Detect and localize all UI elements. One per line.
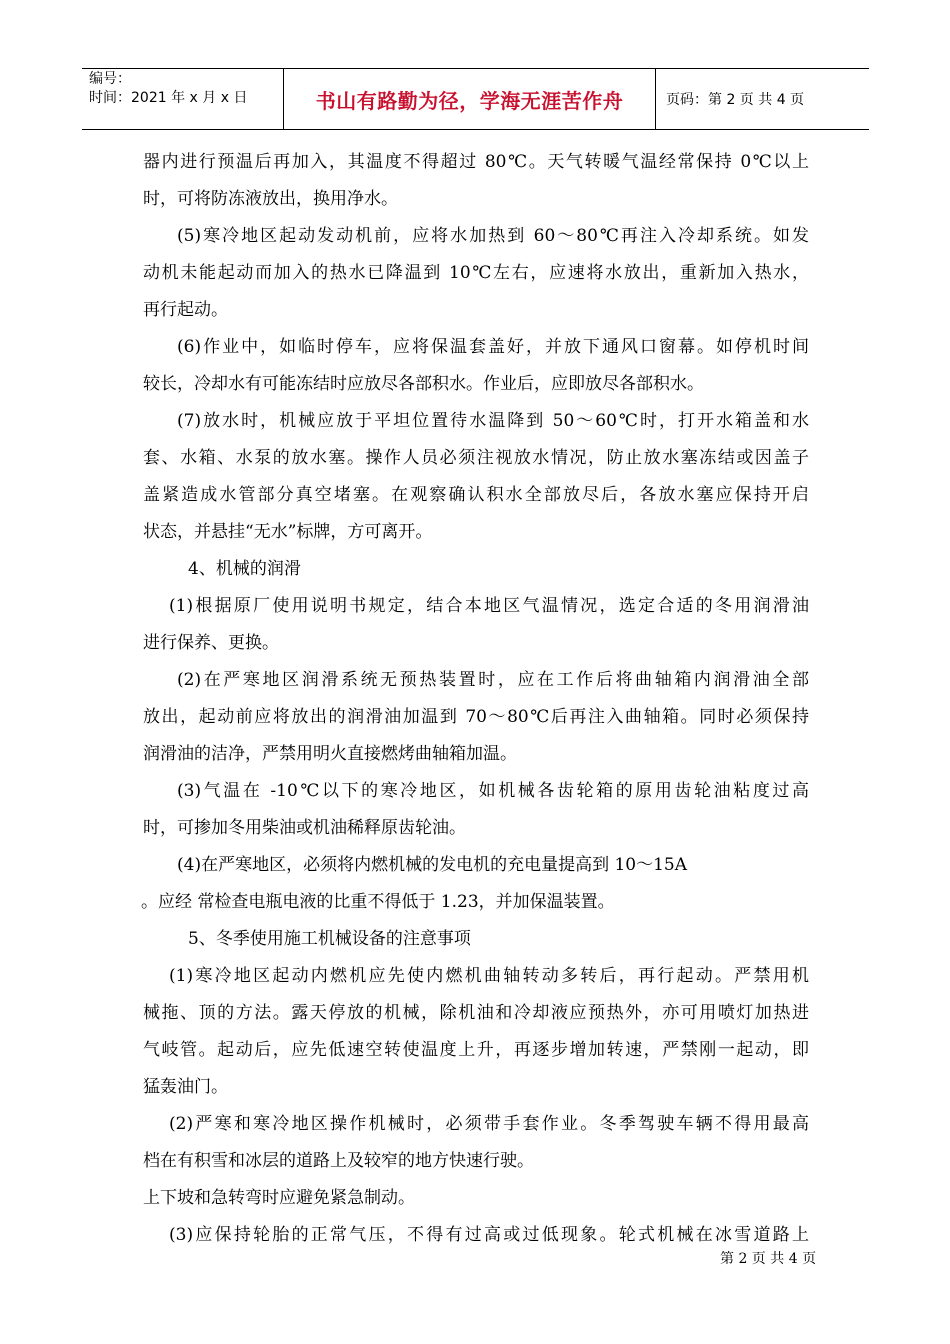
text-line: (6)作业中，如临时停车，应将保温套盖好，并放下通风口窗幕。如停机时间 xyxy=(177,337,809,357)
text-line: 再行起动。 xyxy=(143,300,228,320)
page-header xyxy=(82,68,869,130)
text-line: 润滑油的洁净，严禁用明火直接燃烤曲轴箱加温。 xyxy=(143,744,517,764)
text-line: 器内进行预温后再加入，其温度不得超过 80℃。天气转暖气温经常保持 0℃以上 xyxy=(143,152,809,172)
text-line: 档在有积雪和冰层的道路上及较窄的地方快速行驶。 xyxy=(143,1151,534,1171)
text-line: 套、水箱、水泵的放水塞。操作人员必须注视放水情况，防止放水塞冻结或因盖子 xyxy=(143,448,809,468)
text-line: 盖紧造成水管部分真空堵塞。在观察确认积水全部放尽后，各放水塞应保持开启 xyxy=(143,485,809,505)
text-line: (1)寒冷地区起动内燃机应先使内燃机曲轴转动多转后，再行起动。严禁用机 xyxy=(169,966,809,986)
text-line: (1)根据原厂使用说明书规定，结合本地区气温情况，选定合适的冬用润滑油 xyxy=(169,596,809,616)
text-line: 械拖、顶的方法。露天停放的机械，除机油和冷却液应预热外，亦可用喷灯加热进 xyxy=(143,1003,809,1023)
page-footer: 第 2 页 共 4 页 xyxy=(720,1251,817,1267)
text-line: 放出，起动前应将放出的润滑油加温到 70～80℃后再注入曲轴箱。同时必须保持 xyxy=(143,707,809,727)
text-line: 进行保养、更换。 xyxy=(143,633,279,653)
text-line: (2)在严寒地区润滑系统无预热装置时，应在工作后将曲轴箱内润滑油全部 xyxy=(177,670,809,690)
text-line: (7)放水时，机械应放于平坦位置待水温降到 50～60℃时，打开水箱盖和水 xyxy=(177,411,809,431)
document-time: 时间：2021 年 x 月 x 日 xyxy=(89,90,248,106)
text-line: 猛轰油门。 xyxy=(143,1077,228,1097)
text-line: (3)气温在 -10℃以下的寒冷地区，如机械各齿轮箱的原用齿轮油粘度过高 xyxy=(177,781,809,801)
header-meta xyxy=(82,69,283,129)
header-motto: 书山有路勤为径，学海无涯苦作舟 xyxy=(283,69,656,129)
section-heading: 4、机械的润滑 xyxy=(188,559,301,579)
text-line: (4)在严寒地区，必须将内燃机械的发电机的充电量提高到 10～15A xyxy=(177,855,688,875)
document-code-label: 编号： xyxy=(89,71,131,87)
text-line: 状态，并悬挂“无水”标牌，方可离开。 xyxy=(143,522,433,542)
text-line: (5)寒冷地区起动发动机前，应将水加热到 60～80℃再注入冷却系统。如发 xyxy=(177,226,809,246)
text-line: 时，可将防冻液放出，换用净水。 xyxy=(143,189,398,209)
section-heading: 5、冬季使用施工机械设备的注意事项 xyxy=(188,929,471,949)
text-line: 动机未能起动而加入的热水已降温到 10℃左右，应速将水放出，重新加入热水， xyxy=(143,263,809,283)
text-line: 上下坡和急转弯时应避免紧急制动。 xyxy=(143,1188,415,1208)
text-line: 较长，冷却水有可能冻结时应放尽各部积水。作业后，应即放尽各部积水。 xyxy=(143,374,704,394)
document-body xyxy=(143,144,809,1254)
text-line: 。应经 常检查电瓶电液的比重不得低于 1.23，并加保温装置。 xyxy=(141,892,615,912)
text-line: (3)应保持轮胎的正常气压，不得有过高或过低现象。轮式机械在冰雪道路上 xyxy=(169,1225,809,1245)
text-line: 气岐管。起动后，应先低速空转使温度上升，再逐步增加转速，严禁刚一起动，即 xyxy=(143,1040,809,1060)
header-page-info: 页码：第 2 页 共 4 页 xyxy=(666,92,805,108)
text-line: 时，可掺加冬用柴油或机油稀释原齿轮油。 xyxy=(143,818,466,838)
text-line: (2)严寒和寒冷地区操作机械时，必须带手套作业。冬季驾驶车辆不得用最高 xyxy=(169,1114,809,1134)
